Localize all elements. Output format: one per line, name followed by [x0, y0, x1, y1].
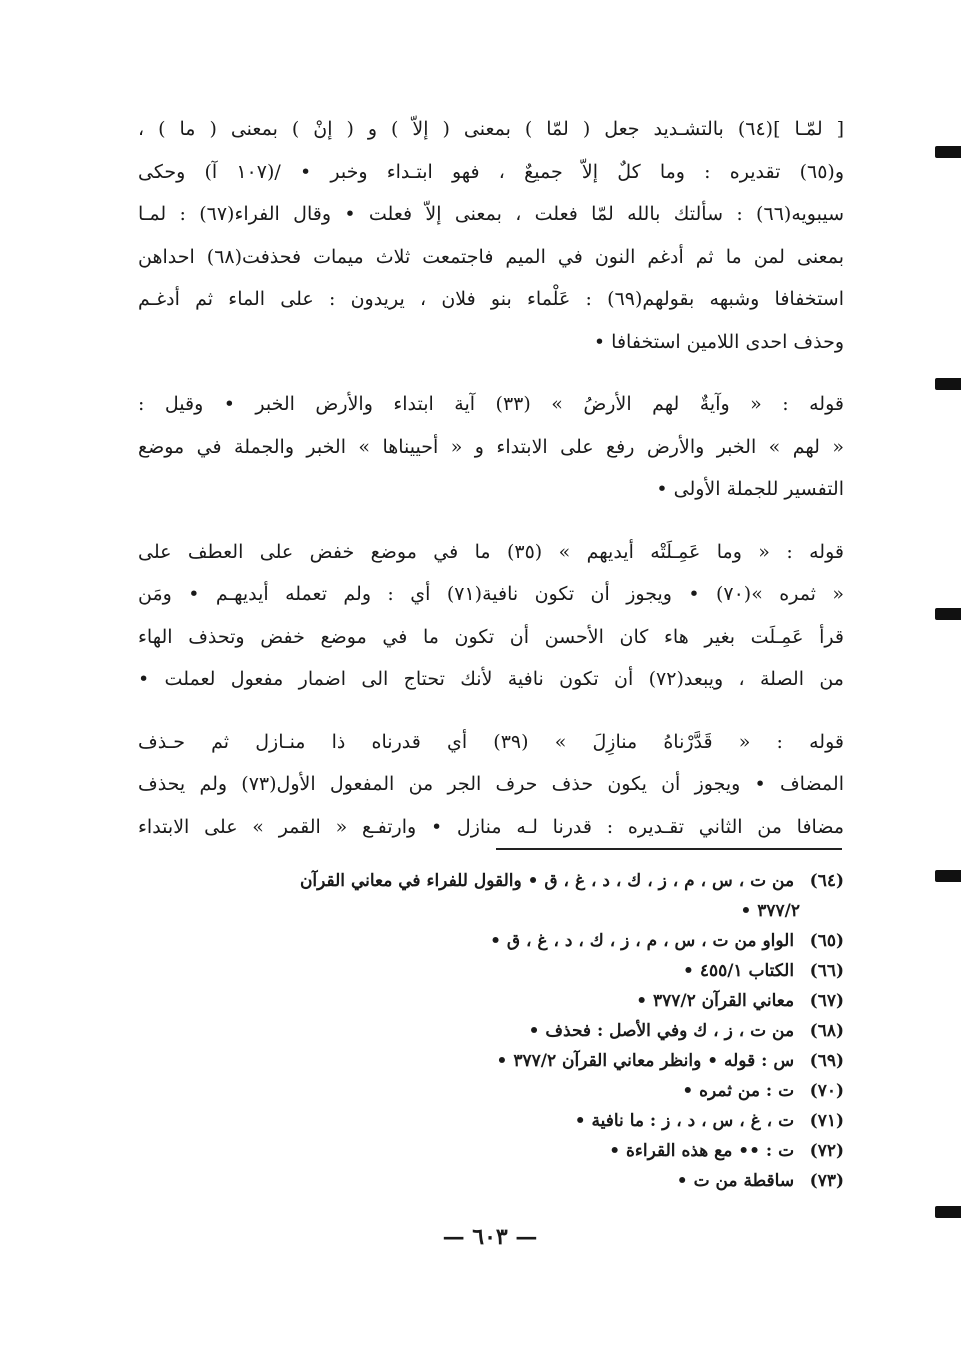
binding-mark — [935, 146, 961, 158]
footnote-text: الواو من ت ، س ، م ، ز ، ك ، د ، غ ، ق • — [490, 931, 795, 951]
binding-mark — [935, 870, 961, 882]
paragraph — [138, 383, 844, 511]
footnote-number: (٦٥) — [809, 931, 844, 951]
footnote-text: ٣٧٧/٢ • — [740, 901, 800, 921]
footnote-text: ت : •• مع هذه القراءة • — [609, 1141, 795, 1161]
text-line: التفسير للجملة الأولى • — [656, 478, 844, 500]
paragraph — [138, 721, 844, 849]
text-line: استخفافا وشبهه بقولهم(٦٩) : عَلْماء بنو فلان ، يريدون : على الماء ثم أدغـم — [138, 288, 845, 310]
footnote — [138, 1106, 844, 1136]
footnote-text: من ت ، ز ، ك وفي الأصل : فحذف • — [528, 1021, 795, 1041]
body-text — [138, 108, 844, 868]
binding-mark — [935, 378, 961, 390]
text-line: و(٦٥) تقديره : وما كلٌ إلاّ جميعٌ ، فهو ابتـداء وخبر • /(١٠٧ آ) وحكى — [138, 160, 844, 183]
binding-mark — [935, 1206, 961, 1218]
footnote — [138, 1016, 844, 1046]
text-line: « ثمره »(٧٠) • ويجوز أن تكون نافية(٧١) أي : ولم تعمله أيديهـم • ومَن — [138, 583, 845, 605]
footnote-number: (٦٧) — [809, 991, 844, 1011]
text-line: مضافا من الثاني تقـديره : قدرنا لـه منازل • وارتفـع « القمر » على الابتداء — [138, 815, 844, 838]
footnote-number: (٦٨) — [809, 1021, 844, 1041]
footnote-number: (٧٣) — [809, 1171, 844, 1191]
footnote-number: (٧٠) — [809, 1081, 844, 1101]
footnote — [138, 1166, 844, 1196]
footnote — [138, 1136, 844, 1166]
text-line: سيبويه(٦٦) : سألتك بالله لمّا فعلت ، بمعنى إلاّ فعلت • وقال الفراء(٦٧) : لمـا — [138, 203, 844, 225]
binding-mark — [935, 608, 961, 620]
footnote — [138, 1046, 844, 1076]
text-line: وحذف احدى اللامين استخفافا • — [593, 330, 844, 353]
footnote-separator — [496, 848, 842, 850]
text-line: قرأ عَمِـلَت بغير هاء كان الأحسن أن تكون ما في موضع خفض وتحذف الهاء — [138, 625, 844, 648]
paragraph — [138, 108, 844, 363]
footnote — [138, 1076, 844, 1106]
footnote-text: معاني القرآن ٣٧٧/٢ • — [636, 991, 795, 1011]
footnote-continuation — [138, 896, 844, 926]
paragraph — [138, 531, 844, 701]
text-line: بمعنى لمن ما ثم أدغم النون في الميم فاجتمعت ثلاث ميمات فحذفت(٦٨) احداهن — [138, 245, 844, 268]
footnotes — [138, 866, 844, 1196]
footnote-text: ساقطة من ت • — [676, 1171, 795, 1191]
footnote — [138, 956, 844, 986]
text-line: [ لمّـا ](٦٤) بالتشـديد جعل ( لمّا ) بمعنى ( إلاّ ) و ( إنْ ) بمعنى ( ما ) ، — [138, 118, 845, 140]
text-line: قوله : « قَدَّرْناهُ منازِلَ » (٣٩) أي قدرناه ذا منـازل ثم حـذف — [138, 730, 844, 753]
footnote-text: ت ، غ ، س ، د ، ز : ما نافية • — [574, 1111, 795, 1131]
footnote-number: (٦٦) — [809, 961, 844, 981]
footnote-text: س : قوله • وانظر معاني القرآن ٣٧٧/٢ • — [496, 1051, 795, 1071]
text-line: قوله : « وما عَمِـلَتْه أيديهم » (٣٥) ما في موضع خفض على العطف على — [138, 540, 844, 563]
footnote — [138, 926, 844, 956]
text-line: « لهم » الخبر والأرض رفع على الابتداء و « أحييناها » الخبر والجملة في موضع — [138, 435, 844, 458]
footnote-text: من ت ، س ، م ، ز ، ك ، د ، غ ، ق • والقول للفراء في معاني القرآن — [299, 871, 795, 891]
page-number: — ٦٠٣ — — [442, 1224, 538, 1250]
text-line: المضاف • ويجوز أن يكون حذف حرف الجر من المفعول الأول(٧٣) ولم يحذف — [138, 773, 844, 795]
text-line: من الصلة ، ويبعد(٧٢) أن تكون نافية لأنك تحتاج الى اضمار مفعول لعملت • — [138, 668, 844, 690]
footnote-text: ت : من ثمره • — [682, 1081, 795, 1101]
footnote-number: (٦٤) — [809, 871, 844, 891]
footnote-number: (٧١) — [809, 1111, 844, 1131]
footnote-text: الكتاب ٤٥٥/١ • — [683, 961, 795, 981]
footnote — [138, 866, 844, 896]
footnote-number: (٧٢) — [809, 1141, 844, 1161]
footnote-number: (٦٩) — [809, 1051, 844, 1071]
text-line: قوله : « وآيةٌ لهم الأرضُ » (٣٣) آية ابتداء والأرض الخبر • وقيل : — [138, 393, 844, 415]
footnote — [138, 986, 844, 1016]
